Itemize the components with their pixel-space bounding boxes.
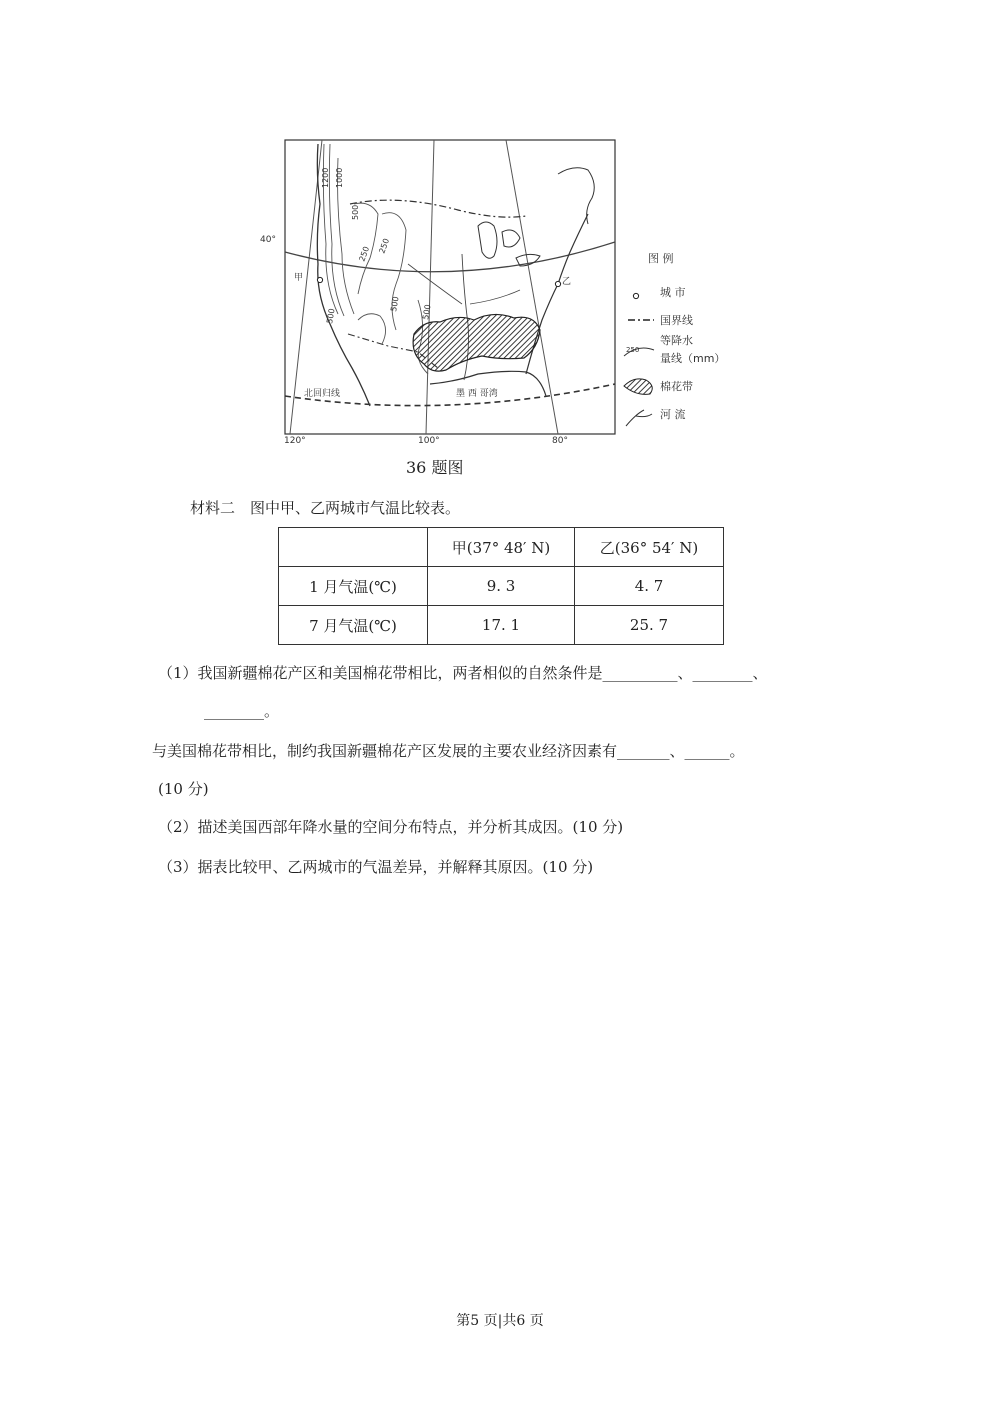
temperature-table [278, 527, 724, 645]
table-header-cell: 乙(36° 54′ N) [575, 528, 724, 567]
legend-river: 河 流 [660, 408, 686, 421]
legend-isohyet-sample: 250 [626, 346, 640, 354]
question-3: （3）据表比较甲、乙两城市的气温差异，并解释其原因。(10 分) [158, 858, 594, 876]
us-cotton-belt-map [258, 134, 726, 446]
material2-title: 材料二 图中甲、乙两城市气温比较表。 [190, 499, 461, 517]
table-cell: 17. 1 [428, 606, 575, 645]
table-cell: 9. 3 [428, 567, 575, 606]
table-cell: 7 月气温(℃) [279, 606, 428, 645]
page-footer: 第5 页|共6 页 [456, 1313, 544, 1329]
isohyet-250-a: 250 [377, 237, 392, 255]
table-row [279, 606, 724, 645]
legend-river-icon [626, 410, 652, 426]
isohyet-500-b: 500 [389, 295, 401, 313]
isohyet-1000: 1000 [335, 167, 344, 188]
city-jia-label: 甲 [294, 273, 304, 283]
legend-cotton: 棉花带 [660, 380, 693, 393]
figure-caption: 36 题图 [406, 458, 464, 477]
question-1-line-2: ________。 [204, 702, 280, 720]
legend-city-icon [633, 293, 638, 298]
table-header-cell: 甲(37° 48′ N) [428, 528, 575, 567]
meridian-100 [426, 140, 434, 434]
table-cell: 25. 7 [575, 606, 724, 645]
lon-label-120: 120° [284, 436, 306, 446]
isohyet-500-c: 500 [421, 303, 433, 321]
meridian-80 [506, 140, 558, 434]
legend-city: 城 市 [660, 286, 686, 299]
isohyet-1200: 1200 [321, 167, 330, 188]
lon-label-80: 80° [552, 436, 568, 446]
question-1-line-3: 与美国棉花带相比，制约我国新疆棉花产区发展的主要农业经济因素有_______、______。 [152, 742, 745, 760]
great-lakes [478, 222, 497, 258]
legend-border: 国界线 [660, 314, 693, 327]
legend-title: 图 例 [648, 252, 674, 265]
legend-isohyet-2: 量线（mm） [660, 352, 726, 365]
tropic-label: 北回归线 [304, 389, 341, 399]
table-row [279, 567, 724, 606]
question-1-line-1: （1）我国新疆棉花产区和美国棉花带相比，两者相似的自然条件是__________、________、 [158, 664, 768, 682]
lat-label: 40° [260, 235, 276, 245]
question-2: （2）描述美国西部年降水量的空间分布特点，并分析其成因。(10 分) [158, 818, 624, 836]
legend-cotton-icon [624, 379, 652, 394]
city-jia-marker [317, 277, 322, 282]
gulf-label: 墨 西 哥湾 [456, 389, 498, 399]
table-cell: 4. 7 [575, 567, 724, 606]
isohyet-500-a: 500 [351, 204, 360, 220]
isohyet-250-b: 250 [357, 245, 372, 263]
table-cell: 1 月气温(℃) [279, 567, 428, 606]
city-yi-label: 乙 [562, 277, 572, 287]
isohyet-500-d: 500 [325, 307, 337, 325]
lon-label-100: 100° [418, 436, 440, 446]
border-canada [350, 200, 526, 217]
table-header-cell [279, 528, 428, 567]
coastline-east [526, 214, 588, 374]
map-legend [624, 251, 725, 426]
cotton-belt [413, 314, 540, 371]
table-header-row [279, 528, 724, 567]
legend-isohyet-1: 等降水 [660, 334, 693, 347]
parallel-40 [285, 242, 615, 272]
city-yi-marker [555, 281, 560, 286]
question-1-score: (10 分) [158, 780, 209, 798]
